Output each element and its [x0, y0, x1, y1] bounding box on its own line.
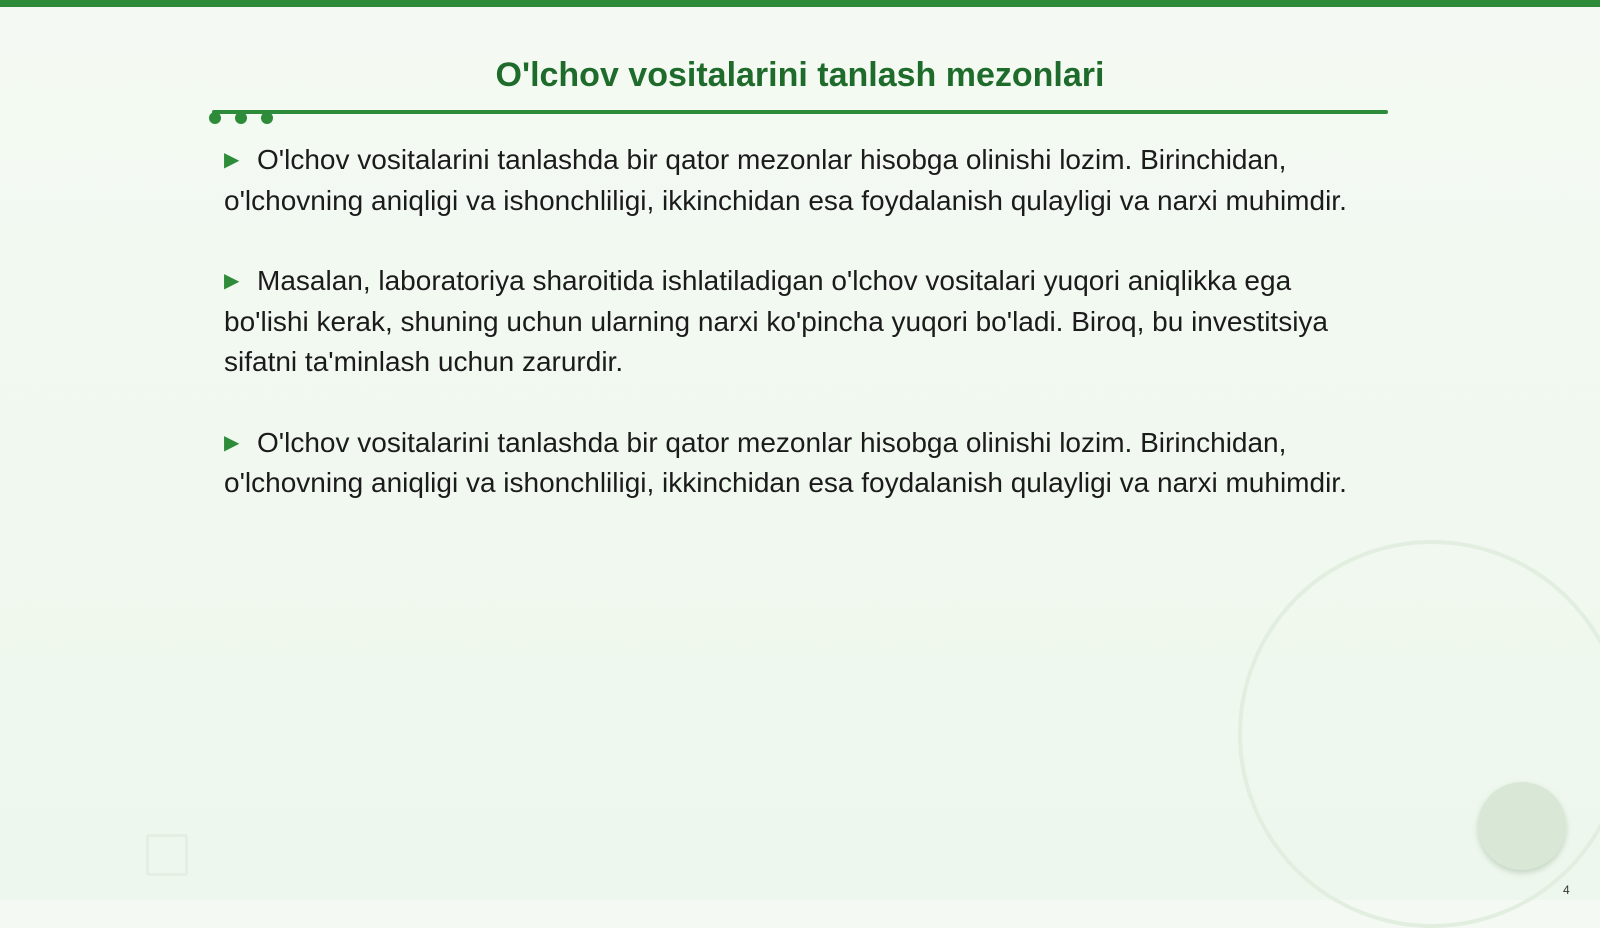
- bullet-item: [224, 423, 1374, 504]
- triangle-bullet-icon: ▶: [224, 149, 240, 171]
- decor-dot: [209, 112, 221, 124]
- page-number: 4: [1563, 883, 1570, 897]
- decorative-ring: [1238, 540, 1600, 928]
- slide-title: O'lchov vositalarini tanlash mezonlari: [495, 56, 1105, 94]
- triangle-bullet-icon: ▶: [224, 431, 240, 454]
- triangle-bullet-icon: ▶: [224, 270, 240, 292]
- bullet-text: O'lchov vositalarini tanlashda bir qator mezonlar hisobga olinishi lozim. Birinchidan, o'lchovning aniqligi va ishonchliligi, ikkinchidan esa foydalanish qulayligi va narxi muhimdir.: [224, 144, 1347, 216]
- bullet-item: [224, 261, 1374, 383]
- decorative-square: [146, 834, 188, 876]
- decorative-circle: [1478, 782, 1566, 870]
- top-accent-bar: [0, 0, 1600, 7]
- decor-dot: [235, 112, 247, 124]
- bullet-item: [224, 140, 1374, 221]
- bullet-text: Masalan, laboratoriya sharoitida ishlatiladigan o'lchov vositalari yuqori aniqlikka ega bo'lishi kerak, shuning uchun ularning narxi ko'pincha yuqori bo'ladi. Biroq, bu investitsiya sifatni ta'minlash uchun zarurdir.: [224, 265, 1329, 377]
- decor-dot: [261, 112, 273, 124]
- bullet-list: [224, 140, 1374, 544]
- bullet-text: O'lchov vositalarini tanlashda bir qator mezonlar hisobga olinishi lozim. Birinchidan, o'lchovning aniqligi va ishonchliligi, ikkinchidan esa foydalanish qulayligi va narxi muhimdir.: [224, 426, 1347, 498]
- title-underline: [212, 110, 1388, 114]
